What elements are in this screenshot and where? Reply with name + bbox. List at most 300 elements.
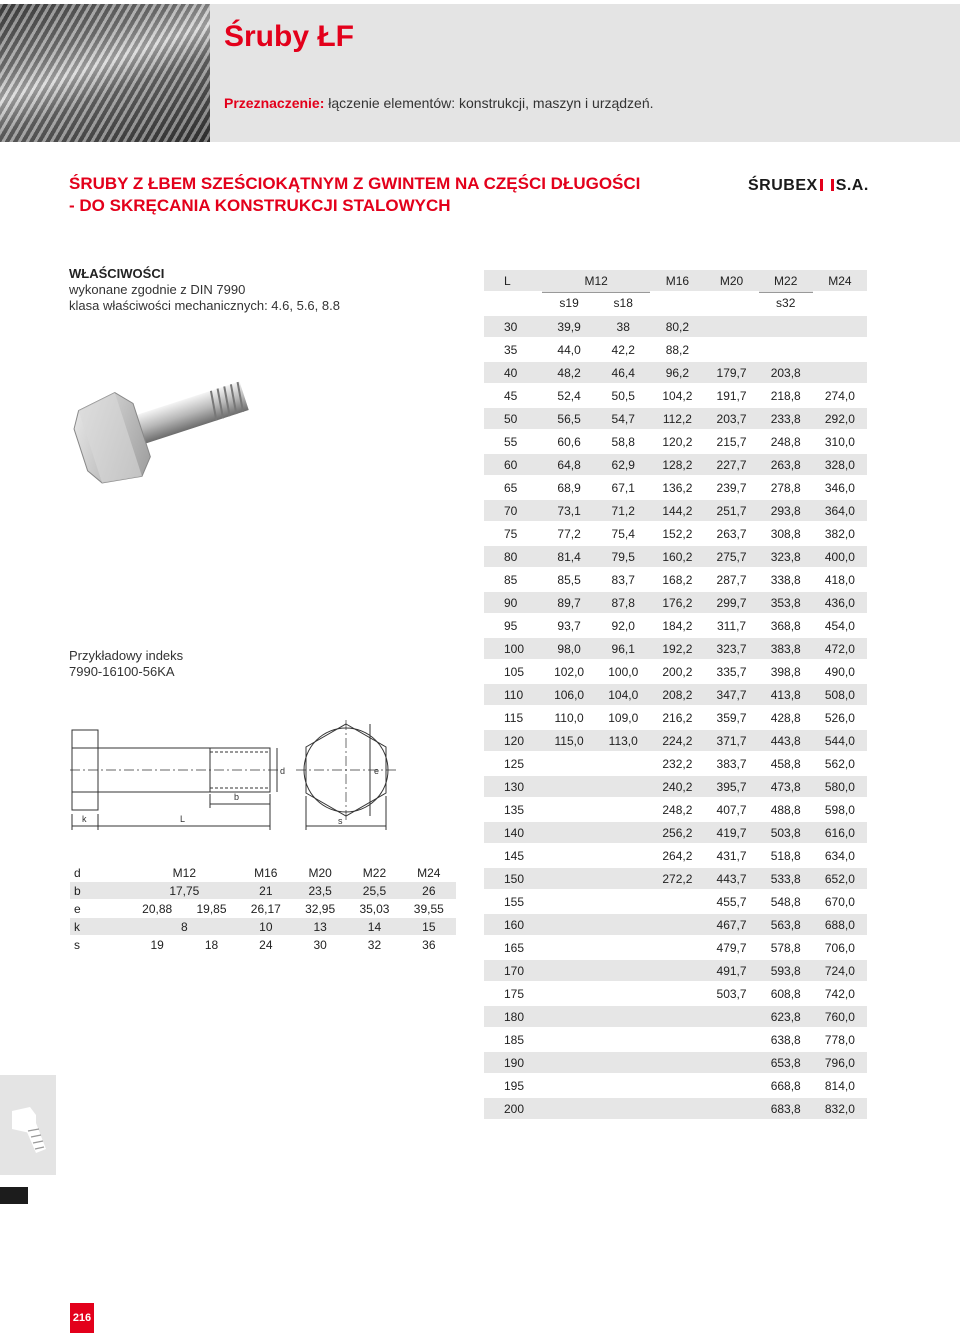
lengths-cell: 83,7 <box>596 568 650 591</box>
lengths-cell: 473,8 <box>759 775 813 798</box>
lengths-cell: 533,8 <box>759 867 813 890</box>
lengths-row <box>484 729 867 752</box>
dimensions-cell: 19,85 <box>196 901 227 916</box>
lengths-row-L: 35 <box>484 338 542 361</box>
lengths-cell: 248,2 <box>650 798 704 821</box>
lengths-cell: 490,0 <box>813 660 867 683</box>
lengths-row <box>484 522 867 545</box>
lengths-row-L: 185 <box>484 1028 542 1051</box>
lengths-cell: 472,0 <box>813 637 867 660</box>
dimensions-row <box>70 918 456 936</box>
lengths-cell: 400,0 <box>813 545 867 568</box>
lengths-row-L: 135 <box>484 798 542 821</box>
lengths-cell: 454,0 <box>813 614 867 637</box>
lengths-cell: 832,0 <box>813 1097 867 1120</box>
lengths-cell: 96,1 <box>596 637 650 660</box>
properties-line-2: klasa właściwości mechanicznych: 4.6, 5.6, 8.8 <box>69 298 340 313</box>
lengths-subheader-s32: s32 <box>759 292 813 315</box>
lengths-row-L: 175 <box>484 982 542 1005</box>
lengths-cell: 335,7 <box>704 660 758 683</box>
dimensions-cell: 35,03 <box>359 901 390 916</box>
lengths-cell <box>704 338 758 361</box>
lengths-row <box>484 798 867 821</box>
lengths-row <box>484 499 867 522</box>
lengths-row <box>484 752 867 775</box>
lengths-cell <box>542 821 596 844</box>
lengths-cell: 80,2 <box>650 315 704 338</box>
lengths-row <box>484 936 867 959</box>
lengths-subheader-empty <box>704 292 758 315</box>
lengths-subheader-row <box>484 292 867 315</box>
lengths-subheader-empty <box>484 292 542 315</box>
lengths-row-L: 160 <box>484 913 542 936</box>
lengths-row-L: 165 <box>484 936 542 959</box>
dimensions-cell: 25,5 <box>347 882 401 900</box>
lengths-row <box>484 1051 867 1074</box>
lengths-subheader-empty <box>813 292 867 315</box>
lengths-cell <box>650 936 704 959</box>
lengths-header-m16: M16 <box>650 270 704 292</box>
lengths-cell: 77,2 <box>542 522 596 545</box>
lengths-row-L: 80 <box>484 545 542 568</box>
dimensions-row <box>70 936 456 954</box>
lengths-cell: 87,8 <box>596 591 650 614</box>
lengths-cell: 479,7 <box>704 936 758 959</box>
lengths-cell: 136,2 <box>650 476 704 499</box>
lengths-cell <box>596 890 650 913</box>
lengths-row <box>484 361 867 384</box>
lengths-cell: 580,0 <box>813 775 867 798</box>
lengths-cell: 56,5 <box>542 407 596 430</box>
lengths-cell: 44,0 <box>542 338 596 361</box>
lengths-cell: 368,8 <box>759 614 813 637</box>
lengths-cell <box>542 1074 596 1097</box>
lengths-cell: 184,2 <box>650 614 704 637</box>
header-banner <box>0 4 960 142</box>
lengths-row <box>484 1005 867 1028</box>
lengths-cell: 113,0 <box>596 729 650 752</box>
lengths-cell: 58,8 <box>596 430 650 453</box>
lengths-row-L: 190 <box>484 1051 542 1074</box>
example-index-value: 7990-16100-56KA <box>69 664 175 679</box>
lengths-cell: 256,2 <box>650 821 704 844</box>
dimensions-row <box>70 882 456 900</box>
lengths-cell: 310,0 <box>813 430 867 453</box>
lengths-cell: 383,8 <box>759 637 813 660</box>
lengths-cell: 668,8 <box>759 1074 813 1097</box>
lengths-cell: 240,2 <box>650 775 704 798</box>
lengths-row-L: 70 <box>484 499 542 522</box>
lengths-header-m20: M20 <box>704 270 758 292</box>
dimensions-cell: 21 <box>239 882 293 900</box>
lengths-cell: 227,7 <box>704 453 758 476</box>
lengths-row-L: 130 <box>484 775 542 798</box>
lengths-row-L: 195 <box>484 1074 542 1097</box>
lengths-cell: 38 <box>596 315 650 338</box>
lengths-cell: 653,8 <box>759 1051 813 1074</box>
lengths-cell: 39,9 <box>542 315 596 338</box>
lengths-cell: 359,7 <box>704 706 758 729</box>
lengths-cell: 383,7 <box>704 752 758 775</box>
lengths-cell: 106,0 <box>542 683 596 706</box>
lengths-subheader-s18: s18 <box>596 292 650 315</box>
dim-label-b: b <box>234 792 240 802</box>
sidebar-marker <box>0 1187 28 1204</box>
lengths-row <box>484 453 867 476</box>
dimensions-row-label: e <box>74 901 81 916</box>
lengths-row <box>484 407 867 430</box>
lengths-cell: 467,7 <box>704 913 758 936</box>
lengths-cell: 548,8 <box>759 890 813 913</box>
lengths-cell <box>542 1051 596 1074</box>
lengths-cell <box>813 315 867 338</box>
lengths-row <box>484 706 867 729</box>
dimensions-row-label: s <box>74 937 80 952</box>
lengths-row <box>484 591 867 614</box>
lengths-cell: 428,8 <box>759 706 813 729</box>
lengths-cell <box>542 844 596 867</box>
properties-line-1: wykonane zgodnie z DIN 7990 <box>69 282 246 297</box>
lengths-row <box>484 844 867 867</box>
lengths-cell <box>704 1028 758 1051</box>
lengths-cell <box>650 890 704 913</box>
lengths-cell: 233,8 <box>759 407 813 430</box>
lengths-cell: 251,7 <box>704 499 758 522</box>
dimensions-cell: 13 <box>293 918 347 936</box>
lengths-cell: 203,8 <box>759 361 813 384</box>
lengths-cell: 54,7 <box>596 407 650 430</box>
lengths-cell: 216,2 <box>650 706 704 729</box>
lengths-row <box>484 867 867 890</box>
logo-mark-icon <box>820 179 834 191</box>
lengths-cell: 278,8 <box>759 476 813 499</box>
lengths-cell: 371,7 <box>704 729 758 752</box>
lengths-cell: 192,2 <box>650 637 704 660</box>
lengths-cell: 436,0 <box>813 591 867 614</box>
page-title: Śruby ŁF <box>224 20 355 53</box>
lengths-cell: 491,7 <box>704 959 758 982</box>
lengths-row <box>484 384 867 407</box>
dimensions-cell: 26,17 <box>250 901 281 916</box>
lengths-cell <box>813 338 867 361</box>
lengths-cell: 347,7 <box>704 683 758 706</box>
lengths-cell: 62,9 <box>596 453 650 476</box>
lengths-cell <box>542 1005 596 1028</box>
lengths-cell: 544,0 <box>813 729 867 752</box>
lengths-row-L: 45 <box>484 384 542 407</box>
lengths-row <box>484 1028 867 1051</box>
lengths-cell: 608,8 <box>759 982 813 1005</box>
dimensions-row-label: d <box>74 865 81 880</box>
lengths-cell <box>650 982 704 1005</box>
lengths-cell: 104,0 <box>596 683 650 706</box>
lengths-cell: 64,8 <box>542 453 596 476</box>
lengths-cell: 81,4 <box>542 545 596 568</box>
lengths-cell: 232,2 <box>650 752 704 775</box>
lengths-cell: 503,8 <box>759 821 813 844</box>
lengths-cell: 263,8 <box>759 453 813 476</box>
lengths-table <box>484 270 867 1121</box>
lengths-cell: 458,8 <box>759 752 813 775</box>
lengths-row-L: 200 <box>484 1097 542 1120</box>
lengths-cell <box>542 936 596 959</box>
lengths-cell: 503,7 <box>704 982 758 1005</box>
lengths-cell: 67,1 <box>596 476 650 499</box>
lengths-cell: 328,0 <box>813 453 867 476</box>
lengths-cell <box>650 1005 704 1028</box>
dimensions-row <box>70 900 456 918</box>
lengths-cell <box>596 1074 650 1097</box>
lengths-row-L: 105 <box>484 660 542 683</box>
lengths-cell: 299,7 <box>704 591 758 614</box>
lengths-cell: 562,0 <box>813 752 867 775</box>
lengths-row-L: 145 <box>484 844 542 867</box>
lengths-cell: 50,5 <box>596 384 650 407</box>
lengths-cell: 109,0 <box>596 706 650 729</box>
lengths-header-m12: M12 <box>542 270 650 292</box>
lengths-row <box>484 959 867 982</box>
lengths-cell: 85,5 <box>542 568 596 591</box>
lengths-cell: 52,4 <box>542 384 596 407</box>
dim-label-L: L <box>180 814 186 824</box>
lengths-cell: 563,8 <box>759 913 813 936</box>
section-heading-line-1: ŚRUBY Z ŁBEM SZEŚCIOKĄTNYM Z GWINTEM NA CZĘŚCI DŁUGOŚCI <box>69 174 641 193</box>
lengths-row <box>484 775 867 798</box>
threaded-rod-photo <box>0 4 210 142</box>
lengths-cell <box>759 315 813 338</box>
lengths-cell: 98,0 <box>542 637 596 660</box>
lengths-cell: 68,9 <box>542 476 596 499</box>
lengths-cell: 112,2 <box>650 407 704 430</box>
lengths-cell: 413,8 <box>759 683 813 706</box>
lengths-cell <box>813 361 867 384</box>
lengths-cell: 92,0 <box>596 614 650 637</box>
lengths-row-L: 40 <box>484 361 542 384</box>
lengths-cell <box>542 798 596 821</box>
lengths-cell: 168,2 <box>650 568 704 591</box>
lengths-cell: 346,0 <box>813 476 867 499</box>
lengths-cell <box>596 798 650 821</box>
lengths-cell: 191,7 <box>704 384 758 407</box>
logo-text-right: S.A. <box>835 177 869 194</box>
lengths-cell: 293,8 <box>759 499 813 522</box>
dimensions-cell: 14 <box>347 918 401 936</box>
lengths-row <box>484 315 867 338</box>
lengths-cell: 274,0 <box>813 384 867 407</box>
lengths-row-L: 180 <box>484 1005 542 1028</box>
example-index-label: Przykładowy indeks <box>69 648 184 663</box>
dimensions-cell: 10 <box>239 918 293 936</box>
lengths-cell: 742,0 <box>813 982 867 1005</box>
purpose-label: Przeznaczenie: <box>224 95 325 111</box>
lengths-cell <box>542 867 596 890</box>
lengths-row <box>484 660 867 683</box>
dimensions-cell: 24 <box>259 937 273 952</box>
lengths-cell: 623,8 <box>759 1005 813 1028</box>
lengths-cell <box>596 867 650 890</box>
lengths-row <box>484 568 867 591</box>
dimensions-cell: 32,95 <box>305 901 336 916</box>
lengths-row-L: 110 <box>484 683 542 706</box>
dim-label-s: s <box>338 816 343 826</box>
lengths-row <box>484 821 867 844</box>
purpose-text: łączenie elementów: konstrukcji, maszyn i urządzeń. <box>324 95 654 111</box>
lengths-cell: 89,7 <box>542 591 596 614</box>
lengths-cell: 218,8 <box>759 384 813 407</box>
dimensions-cell: 19 <box>150 937 164 952</box>
lengths-cell: 382,0 <box>813 522 867 545</box>
lengths-row-L: 30 <box>484 315 542 338</box>
lengths-cell <box>596 775 650 798</box>
dim-label-d: d <box>280 766 286 776</box>
lengths-cell: 395,7 <box>704 775 758 798</box>
lengths-cell: 670,0 <box>813 890 867 913</box>
lengths-cell: 272,2 <box>650 867 704 890</box>
technical-drawing <box>70 718 460 838</box>
lengths-cell: 88,2 <box>650 338 704 361</box>
category-sidebar <box>0 1075 56 1175</box>
lengths-row <box>484 338 867 361</box>
bolt-icon <box>8 1105 48 1155</box>
example-index <box>69 648 183 680</box>
lengths-cell <box>542 982 596 1005</box>
dimensions-cell: M22 <box>362 865 387 880</box>
lengths-cell: 760,0 <box>813 1005 867 1028</box>
lengths-cell: 616,0 <box>813 821 867 844</box>
lengths-cell: 518,8 <box>759 844 813 867</box>
lengths-cell <box>704 1005 758 1028</box>
lengths-cell: 179,7 <box>704 361 758 384</box>
lengths-cell: 152,2 <box>650 522 704 545</box>
lengths-subheader-empty <box>650 292 704 315</box>
dimensions-cell: 15 <box>402 918 456 936</box>
lengths-cell <box>596 1097 650 1120</box>
lengths-row <box>484 683 867 706</box>
lengths-cell: 263,7 <box>704 522 758 545</box>
lengths-cell <box>542 890 596 913</box>
dimensions-cell: 23,5 <box>293 882 347 900</box>
lengths-row <box>484 545 867 568</box>
lengths-cell: 42,2 <box>596 338 650 361</box>
dimensions-cell: 18 <box>204 937 219 952</box>
lengths-cell <box>596 982 650 1005</box>
lengths-cell <box>650 1051 704 1074</box>
lengths-cell: 160,2 <box>650 545 704 568</box>
lengths-cell <box>596 1005 650 1028</box>
lengths-header-L: L <box>484 270 542 292</box>
lengths-cell: 60,6 <box>542 430 596 453</box>
lengths-row <box>484 1074 867 1097</box>
lengths-row-L: 90 <box>484 591 542 614</box>
dimensions-cell: 30 <box>313 937 327 952</box>
lengths-cell <box>596 844 650 867</box>
lengths-cell: 796,0 <box>813 1051 867 1074</box>
lengths-cell: 398,8 <box>759 660 813 683</box>
lengths-row-L: 140 <box>484 821 542 844</box>
lengths-cell: 443,8 <box>759 729 813 752</box>
lengths-cell: 526,0 <box>813 706 867 729</box>
lengths-row-L: 120 <box>484 729 542 752</box>
purpose-line <box>224 95 654 111</box>
dimensions-cell: M12 <box>172 865 196 880</box>
lengths-cell: 508,0 <box>813 683 867 706</box>
properties-block <box>69 266 340 314</box>
lengths-subheader-s19: s19 <box>542 292 596 315</box>
banner-text-panel <box>210 4 960 142</box>
lengths-cell: 338,8 <box>759 568 813 591</box>
properties-heading: WŁAŚCIWOŚCI <box>69 266 165 281</box>
lengths-cell <box>596 752 650 775</box>
lengths-cell: 311,7 <box>704 614 758 637</box>
lengths-table-body <box>484 270 867 1120</box>
lengths-cell: 683,8 <box>759 1097 813 1120</box>
lengths-row <box>484 614 867 637</box>
lengths-row-L: 75 <box>484 522 542 545</box>
dim-label-k: k <box>82 814 87 824</box>
lengths-row-L: 100 <box>484 637 542 660</box>
section-heading-line-2: - DO SKRĘCANIA KONSTRUKCJI STALOWYCH <box>69 196 451 215</box>
lengths-cell: 48,2 <box>542 361 596 384</box>
lengths-cell: 46,4 <box>596 361 650 384</box>
lengths-cell <box>650 913 704 936</box>
lengths-cell <box>596 1051 650 1074</box>
lengths-cell <box>542 775 596 798</box>
lengths-header-m22: M22 <box>759 270 813 292</box>
lengths-cell: 248,8 <box>759 430 813 453</box>
lengths-cell <box>542 1028 596 1051</box>
lengths-row-L: 115 <box>484 706 542 729</box>
dimensions-table-body <box>70 864 456 954</box>
lengths-row <box>484 913 867 936</box>
lengths-cell: 224,2 <box>650 729 704 752</box>
lengths-cell: 308,8 <box>759 522 813 545</box>
lengths-cell <box>650 1097 704 1120</box>
dimensions-row <box>70 864 456 882</box>
dim-label-e: e <box>374 766 380 776</box>
lengths-cell <box>542 959 596 982</box>
lengths-cell: 634,0 <box>813 844 867 867</box>
lengths-cell <box>596 1028 650 1051</box>
lengths-cell <box>650 959 704 982</box>
lengths-cell: 638,8 <box>759 1028 813 1051</box>
lengths-cell: 688,0 <box>813 913 867 936</box>
lengths-cell: 488,8 <box>759 798 813 821</box>
lengths-cell: 115,0 <box>542 729 596 752</box>
lengths-header-row <box>484 270 867 292</box>
lengths-cell: 323,8 <box>759 545 813 568</box>
lengths-row-L: 60 <box>484 453 542 476</box>
lengths-row-L: 50 <box>484 407 542 430</box>
lengths-cell: 778,0 <box>813 1028 867 1051</box>
lengths-cell: 593,8 <box>759 959 813 982</box>
dimensions-row-label: b <box>70 882 130 900</box>
page-number: 216 <box>70 1303 94 1333</box>
lengths-cell: 144,2 <box>650 499 704 522</box>
dimensions-cell: M20 <box>308 865 332 880</box>
dimensions-cell: 32 <box>367 937 382 952</box>
lengths-row-L: 125 <box>484 752 542 775</box>
lengths-cell: 419,7 <box>704 821 758 844</box>
dimensions-row-label: k <box>70 918 130 936</box>
lengths-cell: 200,2 <box>650 660 704 683</box>
dimensions-cell: 39,55 <box>413 901 444 916</box>
lengths-cell: 724,0 <box>813 959 867 982</box>
lengths-header-m24: M24 <box>813 270 867 292</box>
lengths-cell: 353,8 <box>759 591 813 614</box>
lengths-row-L: 150 <box>484 867 542 890</box>
lengths-cell: 323,7 <box>704 637 758 660</box>
lengths-cell: 102,0 <box>542 660 596 683</box>
